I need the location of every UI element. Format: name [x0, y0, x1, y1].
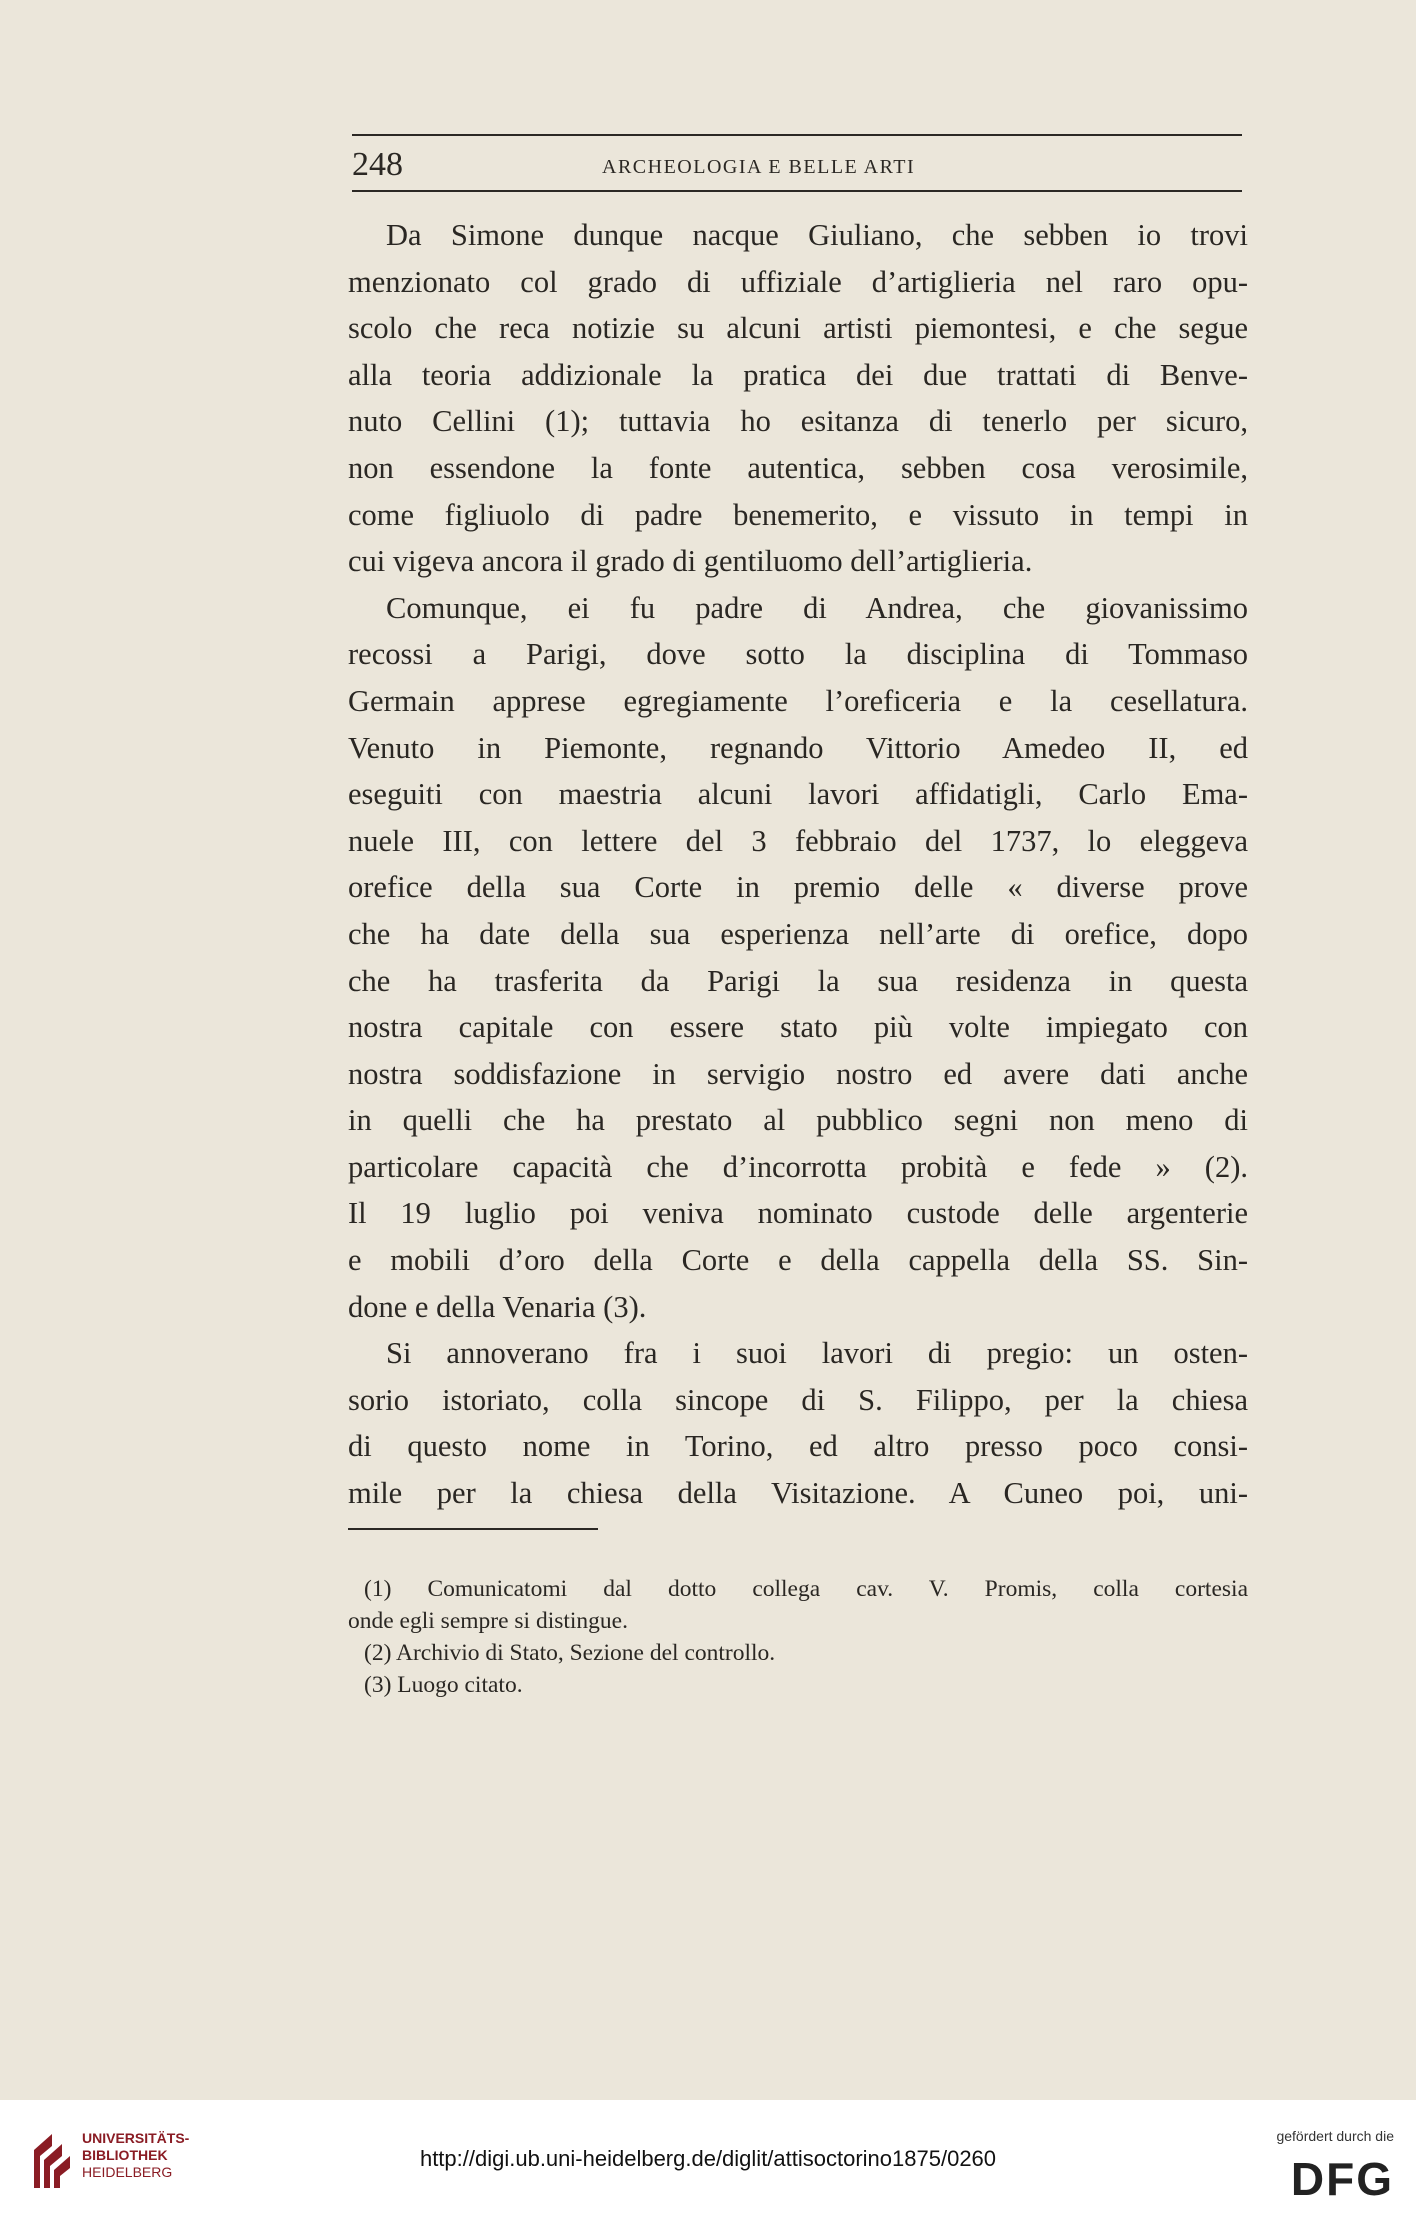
text-line: Venuto in Piemonte, regnando Vittorio Amedeo II, ed	[348, 730, 1248, 765]
text-line: Germain apprese egregiamente l’oreficeria e la cesellatura.	[348, 683, 1248, 718]
text-line: alla teoria addizionale la pratica dei due trattati di Benve-	[348, 357, 1248, 392]
library-name-line1: UNIVERSITÄTS-	[82, 2130, 190, 2146]
permalink-url[interactable]: http://digi.ub.uni-heidelberg.de/diglit/attisoctorino1875/0260	[419, 2146, 997, 2171]
text-line: particolare capacità che d’incorrotta probità e fede » (2).	[348, 1149, 1248, 1184]
text-line: recossi a Parigi, dove sotto la disciplina di Tommaso	[348, 637, 1248, 672]
text-line: come figliuolo di padre benemerito, e vissuto in tempi in	[348, 497, 1248, 532]
text-line: Si annoverano fra i suoi lavori di pregio: un osten-	[386, 1336, 1248, 1371]
footnote-rule	[348, 1528, 598, 1530]
text-line: nostra capitale con essere stato più volte impiegato con	[348, 1010, 1248, 1045]
funding-label: gefördert durch die	[1276, 2128, 1394, 2144]
page-number: 248	[352, 146, 403, 183]
footnote-2: (2) Archivio di Stato, Sezione del controllo.	[364, 1640, 776, 1666]
header-top-rule	[352, 134, 1242, 136]
running-title: ARCHEOLOGIA E BELLE ARTI	[602, 156, 916, 178]
text-line: nostra soddisfazione in servigio nostro ed avere dati anche	[348, 1056, 1248, 1091]
text-line: Il 19 luglio poi veniva nominato custode delle argenterie	[348, 1196, 1248, 1231]
text-line: Da Simone dunque nacque Giuliano, che sebben io trovi	[386, 218, 1248, 252]
text-line: Comunque, ei fu padre di Andrea, che giovanissimo	[386, 590, 1248, 625]
library-name-line3: HEIDELBERG	[82, 2164, 173, 2180]
body-text	[348, 212, 1248, 1517]
library-name-line2: BIBLIOTHEK	[82, 2147, 168, 2163]
text-line: nuto Cellini (1); tuttavia ho esitanza di tenerlo per sicuro,	[348, 404, 1248, 439]
text-line: che ha trasferita da Parigi la sua residenza in questa	[348, 963, 1248, 998]
text-line: scolo che reca notizie su alcuni artisti piemontesi, e che segue	[348, 311, 1248, 346]
text-line: nuele III, con lettere del 3 febbraio del 1737, lo eleggeva	[348, 823, 1248, 858]
text-line: mile per la chiesa della Visitazione. A Cuneo poi, uni-	[348, 1476, 1248, 1511]
text-line: che ha date della sua esperienza nell’arte di orefice, dopo	[348, 916, 1248, 951]
footnotes	[348, 1573, 1248, 1701]
text-line: done e della Venaria (3).	[348, 1289, 647, 1324]
text-line: e mobili d’oro della Corte e della cappella della SS. Sin-	[348, 1243, 1248, 1278]
footnote-3: (3) Luogo citato.	[364, 1672, 523, 1698]
footnote-1-continued: onde egli sempre si distingue.	[348, 1608, 628, 1634]
page-header	[352, 142, 1242, 186]
text-line: di questo nome in Torino, ed altro presso poco consi-	[348, 1429, 1248, 1464]
text-line: sorio istoriato, colla sincope di S. Filippo, per la chiesa	[348, 1382, 1248, 1417]
header-bottom-rule	[352, 190, 1242, 192]
dfg-logo: DFG	[1290, 2153, 1394, 2205]
text-line: orefice della sua Corte in premio delle « diverse prove	[348, 870, 1248, 905]
text-line: in quelli che ha prestato al pubblico segni non meno di	[348, 1103, 1248, 1138]
footnote-1: (1) Comunicatomi dal dotto collega cav. V. Promis, colla cortesia	[364, 1576, 1248, 1602]
text-line: eseguiti con maestria alcuni lavori affidatigli, Carlo Ema-	[348, 777, 1248, 812]
viewer-footer	[0, 2100, 1416, 2218]
text-line: cui vigeva ancora il grado di gentiluomo dell’artiglieria.	[348, 544, 1033, 579]
text-line: non essendone la fonte autentica, sebben cosa verosimile,	[348, 450, 1248, 485]
text-line: menzionato col grado di uffiziale d’artiglieria nel raro opu-	[348, 264, 1248, 299]
